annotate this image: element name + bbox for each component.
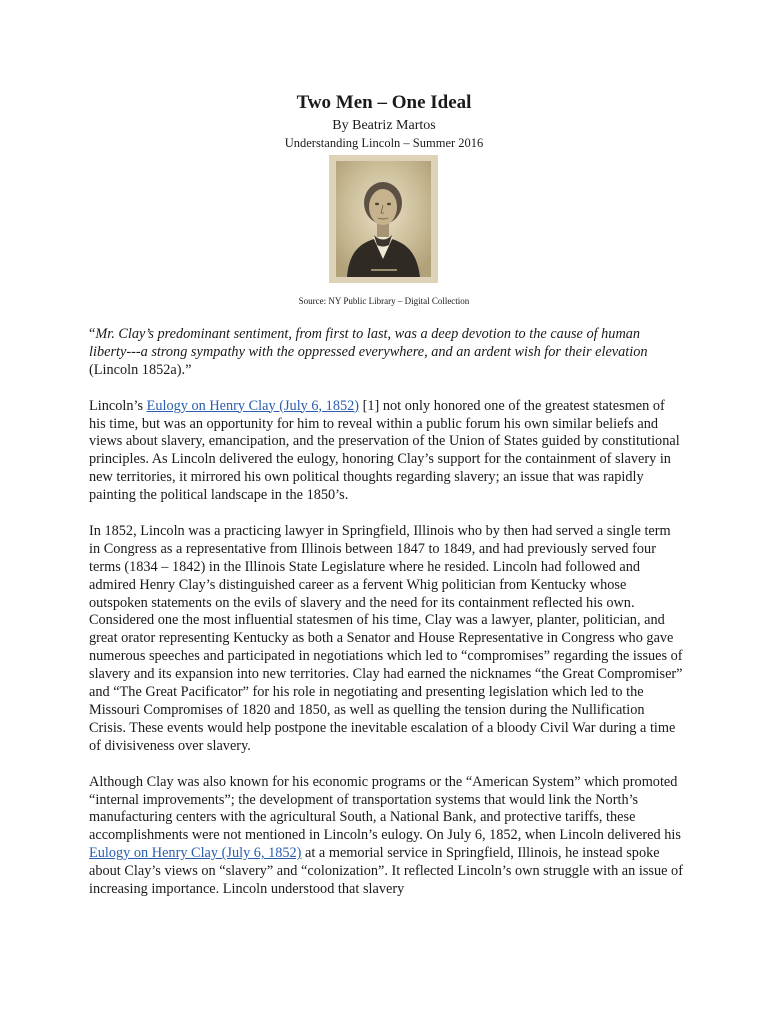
document-title: Two Men – One Ideal (296, 92, 472, 113)
image-source-caption: Source: NY Public Library – Digital Collection (298, 296, 470, 306)
paragraph-2: In 1852, Lincoln was a practicing lawyer in Springfield, Illinois who by then had served a single term in Congress as a representative from Illinois between 1847 to 1849, and had previously served four terms (1834 – 1842) in the Illinois State Legislature where he resided. Lincoln had followed and admired Henry Clay’s distinguished career as a fervent Whig politician from Kentucky whose outspoken statements on the evils of slavery and the need for its containment reflected his own. Considered one the most influential statesmen of his time, Clay was a lawyer, planter, politician, and great orator representing Kentucky as both a Senator and House Representative in Congress who gave numerous speeches and participated in negotiations which led to “compromises” regarding the issues of slavery and its expansion into new territories. Clay had earned the nicknames “the Great Compromiser” and “The Great Pacificator” for his role in negotiating and presenting legislation which led to the Missouri Compromises of 1820 and 1850, as well as quelling the tension during the Nullification Crisis. These events would help postpone the inevitable escalation of a bloody Civil War during a time of divisiveness over slavery. (89, 522, 683, 754)
quote-citation: (Lincoln 1852a).” (89, 361, 192, 378)
eulogy-link[interactable]: Eulogy on Henry Clay (July 6, 1852) (146, 397, 360, 414)
paragraph-1 (89, 398, 683, 505)
course-subtitle: Understanding Lincoln – Summer 2016 (284, 136, 484, 150)
quote-open-mark: “ (89, 326, 96, 342)
paragraph-1-text-start: Lincoln’s (89, 397, 147, 414)
opening-quote (89, 326, 683, 380)
author-byline: By Beatriz Martos (332, 118, 436, 133)
eulogy-link-2[interactable]: Eulogy on Henry Clay (July 6, 1852) (89, 845, 302, 862)
quote-text: Mr. Clay’s predominant sentiment, from first to last, was a deep devotion to the cause of human liberty---a strong sympathy with the oppressed everywhere, and an ardent wish for their elevation (89, 326, 648, 360)
henry-clay-portrait (329, 155, 438, 283)
paragraph-1-text-end: [1] not only honored one of the greatest statesmen of his time, but was an opportunity for him to reveal within a public forum his own similar beliefs and views about slavery, emancipation, and the preservation of the Union of States guided by constitutional principles. As Lincoln delivered the eulogy, honoring Clay’s support for the containment of slavery in new territories, it mirrored his own political thoughts regarding slavery; an issue that was rapidly painting the political landscape in the 1850’s. (89, 397, 680, 504)
article-body (89, 326, 683, 917)
paragraph-3-text-end: at a memorial service in Springfield, Illinois, he instead spoke about Clay’s views on “slavery” and “colonization”. It reflected Lincoln’s own struggle with an issue of increasing importance. Lincoln understood that slavery (89, 845, 683, 898)
paragraph-3 (89, 774, 683, 899)
paragraph-3-text-start: Although Clay was also known for his economic programs or the “American System” which promoted “internal improvements”; the development of transportation systems that would link the North’s manufacturing centers with the agricultural South, a National Bank, and protective tariffs, these accomplishments were not mentioned in Lincoln’s eulogy. On July 6, 1852, when Lincoln delivered his (89, 773, 681, 844)
